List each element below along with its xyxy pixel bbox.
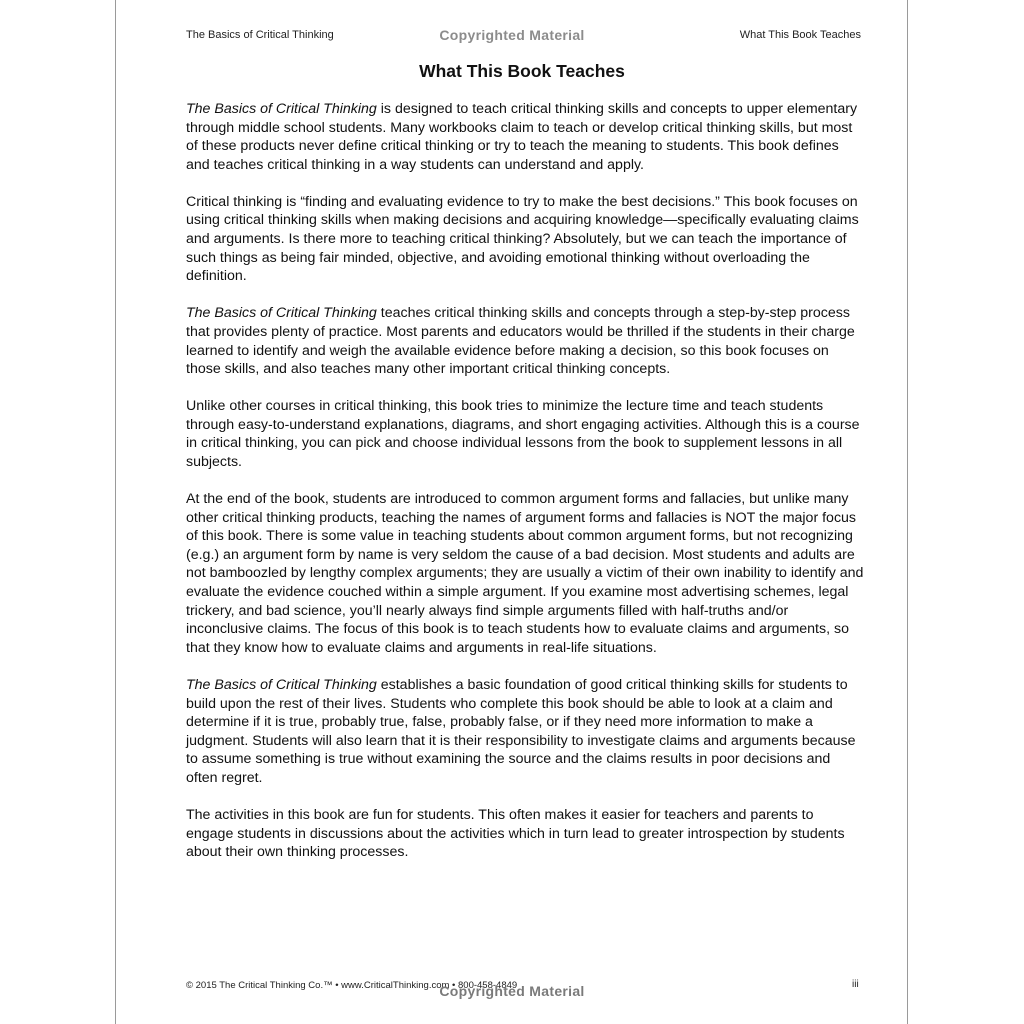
page-title: What This Book Teaches	[419, 61, 625, 81]
running-header-right: What This Book Teaches	[739, 29, 861, 41]
watermark-bottom: Copyrighted Material	[439, 983, 585, 999]
paragraph-text: The activities in this book are fun for students. This often makes it easier for teachers and parents to engage students in discussions about the activities which in turn lead to greater introspection by students about their own thinking processes.	[186, 807, 845, 861]
paragraph-text: Critical thinking is “finding and evaluating evidence to try to make the best decisions.” This book focuses on using critical thinking skills when making decisions and acquiring knowledge—specifically evaluating claims and arguments. Is there more to teaching critical thinking? Absolutely, but we can teach the importance of such things as being fair minded, objective, and avoiding emotional thinking without overloading the definition.	[186, 193, 859, 285]
book-title: The Basics of Critical Thinking	[186, 305, 377, 322]
running-header-left: The Basics of Critical Thinking	[186, 29, 334, 41]
paragraph-text: establishes a basic foundation of good critical thinking skills for students to build upon the rest of their lives. Students who complete this book should be able to look at a claim and determine if it is true, probably true, false, probably false, or if they need more information to make a judgment. Students will also learn that it is their responsibility to investigate claims and arguments because to assume something is true without examining the source and the claims results in poor decisions and often regret.	[186, 676, 856, 786]
paragraph-7	[186, 806, 864, 862]
paragraph-text: Unlike other courses in critical thinking, this book tries to minimize the lecture time and teach students through easy-to-understand explanations, diagrams, and short engaging activities. Although this is a course in critical thinking, you can pick and choose individual lessons from the book to supplement lessons in all subjects.	[186, 398, 860, 470]
paragraph-6	[186, 676, 864, 788]
paragraph-2	[186, 193, 864, 286]
book-title: The Basics of Critical Thinking	[186, 676, 377, 693]
paragraph-4	[186, 397, 864, 471]
paragraph-text: is designed to teach critical thinking skills and concepts to upper elementary through middle school students. Many workbooks claim to teach or develop critical thinking skills, but most of these products never define critical thinking or try to teach the meaning to students. This book defines and teaches critical thinking in a way students can understand and apply.	[186, 101, 858, 173]
paragraph-text: At the end of the book, students are introduced to common argument forms and fallacies, but unlike many other critical thinking products, teaching the names of argument forms and fallacies is NOT the major focus of this book. There is some value in teaching students about common argument forms, but not recognizing (e.g.) an argument form by name is very seldom the cause of a bad decision. Most students and adults are not bamboozled by lengthy complex arguments; they are usually a victim of their own inability to identify and evaluate the evidence couched within a simple argument. If you examine most advertising schemes, legal trickery, and bad science, you’ll nearly always find simple arguments filled with half-truths and/or inconclusive claims. The focus of this book is to teach students how to evaluate claims and arguments, so that they know how to evaluate claims and arguments in real-life situations.	[186, 491, 864, 656]
paragraph-3	[186, 304, 864, 378]
paragraph-text: teaches critical thinking skills and concepts through a step-by-step process that provides plenty of practice. Most parents and educators would be thrilled if the students in their charge learned to identify and weigh the available evidence before making a decision, so this book focuses on those skills, and also teaches many other important critical thinking concepts.	[186, 305, 855, 378]
page-edge-right	[907, 0, 908, 1024]
page-number: iii	[852, 979, 859, 990]
watermark-top: Copyrighted Material	[439, 27, 585, 43]
book-title: The Basics of Critical Thinking	[186, 101, 377, 117]
paragraph-5	[186, 490, 864, 657]
footer-copyright: © 2015 The Critical Thinking Co.™ • www.CriticalThinking.com • 800-458-4849	[186, 980, 518, 991]
body-text	[186, 100, 864, 880]
paragraph-1	[186, 100, 864, 174]
page-edge-left	[115, 0, 116, 1024]
